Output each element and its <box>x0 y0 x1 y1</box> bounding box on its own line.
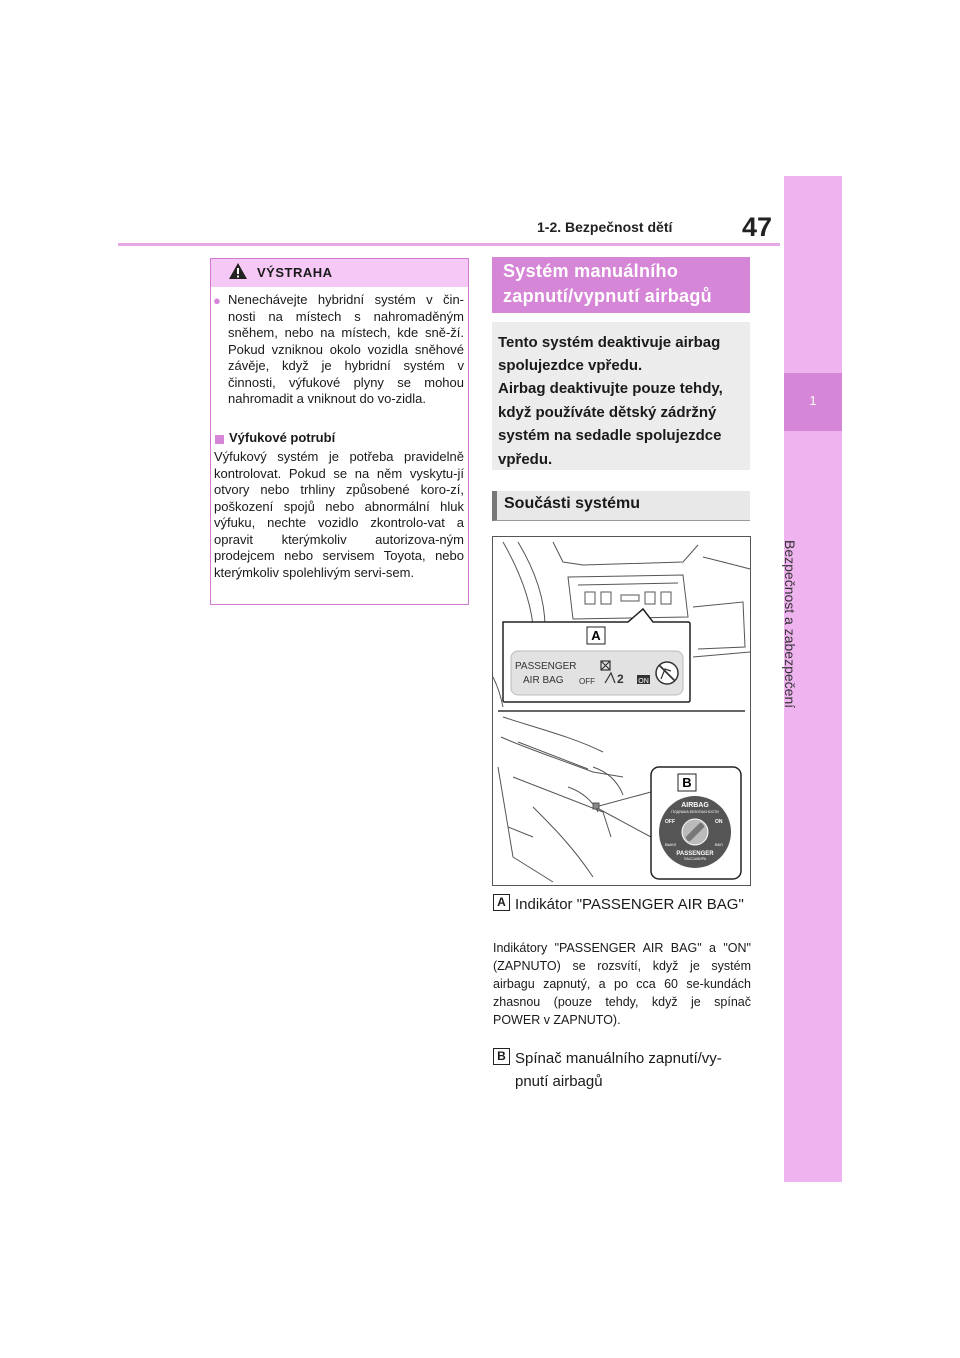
svg-text:ВЫКЛ: ВЫКЛ <box>665 842 677 847</box>
svg-text:PASSENGER: PASSENGER <box>676 851 714 857</box>
indicator-airbag-text: AIR BAG <box>523 675 564 686</box>
svg-text:OFF: OFF <box>665 819 675 825</box>
airbag-system-illustration <box>492 536 751 886</box>
airbag-switch <box>659 796 731 868</box>
svg-text:ПОДУШКА БЕЗОПАСНОСТИ: ПОДУШКА БЕЗОПАСНОСТИ <box>671 810 719 814</box>
header-rule <box>118 243 780 246</box>
warning-triangle-icon <box>228 262 248 285</box>
parts-heading: Součásti systému <box>504 495 641 512</box>
bullet-dot-icon: ● <box>213 293 221 308</box>
chapter-number: 1 <box>809 393 817 408</box>
illus-label-b: B <box>682 775 692 790</box>
square-bullet-icon <box>215 435 224 444</box>
svg-text:ПАССАЖИРА: ПАССАЖИРА <box>683 857 707 861</box>
item-a-description: Indikátory "PASSENGER AIR BAG" a "ON" (ZAPNUTO) se rozsvítí, když je systém airbagu zapnutý, a po cca 60 se-kundách zhasnou (pouze tehdy, když je spínač POWER v ZAPNUTO). <box>493 941 751 1027</box>
warning-subheading: Výfukové potrubí <box>229 430 336 445</box>
illus-label-a: A <box>591 628 601 643</box>
chapter-title: Bezpečnost a zabezpečení <box>782 540 798 709</box>
indicator-on-text: ON <box>638 678 649 685</box>
warning-sub-text: Výfukový systém je potřeba pravidelně kontrolovat. Pokud se na něm vyskytu-jí otvory nebo trhliny způsobené koro-zí, poškození spojů nebo abnormální hluk výfuku, nechte vozidlo zkontrolo-vat a opravit kterýmkoliv autorizova-ným prodejcem nebo servisem Toyota, nebo kterýmkoliv spolehlivým servi-sem. <box>214 449 464 580</box>
system-title: Systém manuálního zapnutí/vypnutí airbagů <box>503 261 712 306</box>
svg-text:ВКЛ: ВКЛ <box>715 842 723 847</box>
warning-bullet-text: Nenechávejte hybridní systém v čin-nosti na místech s nahromaděným sněhem, nebo na místech, kde sně-ží. Pokud vzniknou okolo vozidla sněhové závěje, když je hybridní systém v činnosti, výfukové plyny se mohou nahromadit a vniknout do vo-zidla. <box>228 292 464 406</box>
item-b-title: Spínač manuálního zapnutí/vy-pnutí airbagů <box>515 1050 722 1090</box>
svg-text:AIRBAG: AIRBAG <box>681 802 709 809</box>
indicator-passenger-text: PASSENGER <box>515 661 577 672</box>
item-b-label: B <box>493 1048 510 1065</box>
svg-text:ON: ON <box>715 819 723 825</box>
intro-text-2: Airbag deaktivujte pouze tehdy, když používáte dětský zádržný systém na sedadle spolujezdce vpředu. <box>498 380 723 468</box>
indicator-off-text: OFF <box>579 677 595 686</box>
section-title: 1-2. Bezpečnost dětí <box>537 219 673 235</box>
intro-text-1: Tento systém deaktivuje airbag spolujezdce vpředu. <box>498 334 721 374</box>
svg-text:2: 2 <box>617 672 624 686</box>
item-a-label: A <box>493 894 510 911</box>
passenger-airbag-off-icon <box>656 662 678 684</box>
item-a-title: Indikátor "PASSENGER AIR BAG" <box>515 896 744 913</box>
warning-header <box>211 259 468 287</box>
page-number: 47 <box>742 212 773 242</box>
warning-title: VÝSTRAHA <box>257 265 333 280</box>
